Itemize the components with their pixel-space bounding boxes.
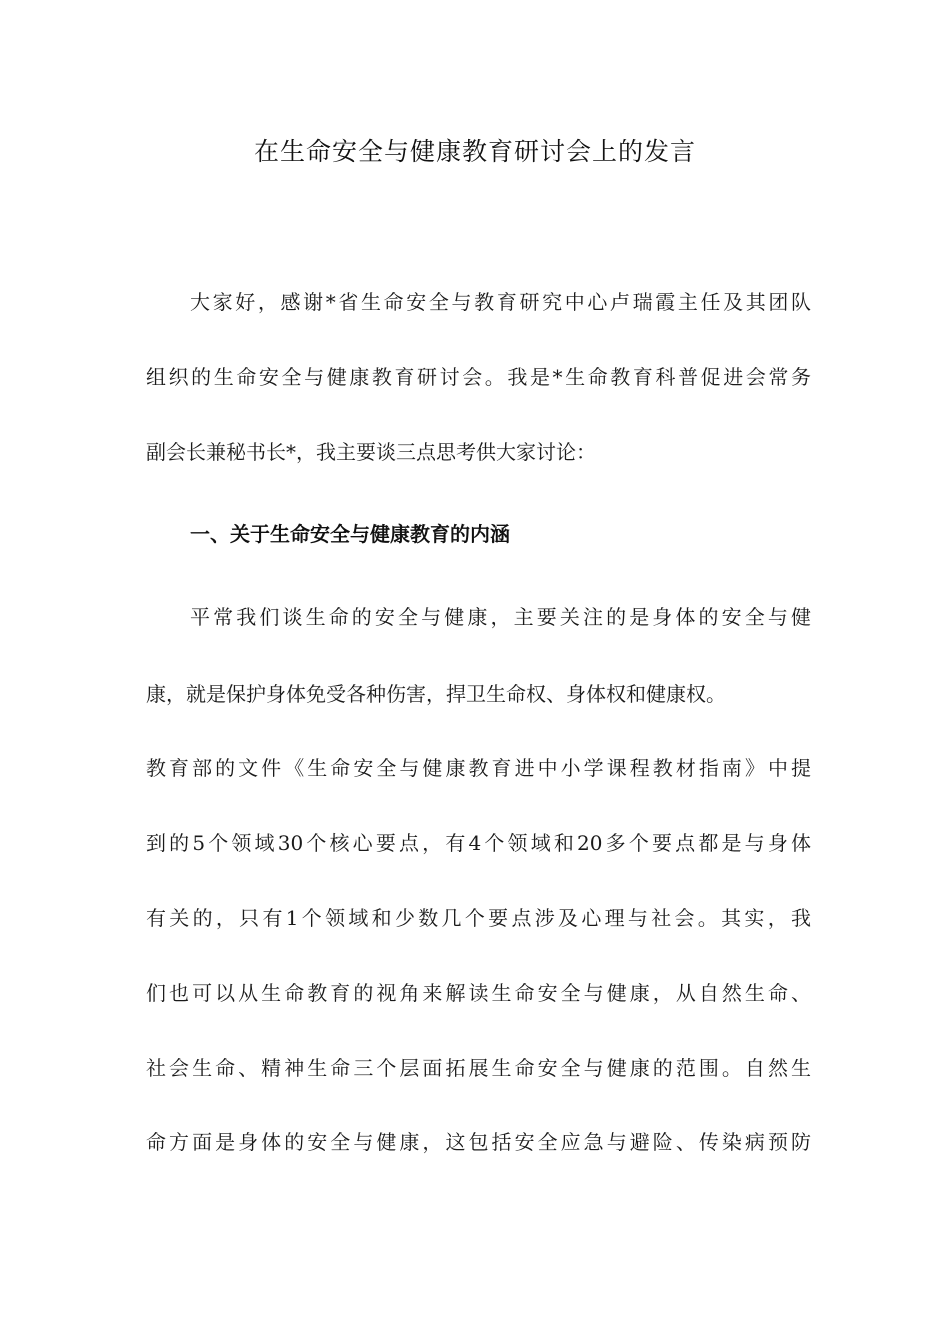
- paragraph-1-line-3: 副会长兼秘书长*，我主要谈三点思考供大家讨论：: [146, 440, 596, 464]
- section-heading-1: 一、关于生命安全与健康教育的内涵: [190, 522, 510, 546]
- paragraph-1-line-2: 组织的生命安全与健康教育研讨会。我是*生命教育科普促进会常务: [146, 365, 811, 389]
- paragraph-1-line-1: 大家好，感谢*省生命安全与教育研究中心卢瑞霞主任及其团队: [190, 290, 811, 314]
- paragraph-2-line-1: 平常我们谈生命的安全与健康，主要关注的是身体的安全与健: [190, 605, 811, 629]
- paragraph-2-line-7: 社会生命、精神生命三个层面拓展生命安全与健康的范围。自然生: [146, 1056, 811, 1080]
- paragraph-2-line-2: 康，就是保护身体免受各种伤害，捍卫生命权、身体权和健康权。: [146, 682, 726, 706]
- paragraph-2-line-8: 命方面是身体的安全与健康，这包括安全应急与避险、传染病预防: [146, 1130, 811, 1154]
- paragraph-2-line-3: 教育部的文件《生命安全与健康教育进中小学课程教材指南》中提: [146, 756, 811, 780]
- paragraph-2-line-6: 们也可以从生命教育的视角来解读生命安全与健康，从自然生命、: [146, 981, 811, 1005]
- paragraph-2-line-4: 到的5个领域30个核心要点，有4个领域和20多个要点都是与身体: [146, 831, 811, 855]
- document-title: 在生命安全与健康教育研讨会上的发言: [253, 137, 696, 166]
- paragraph-2-line-5: 有关的，只有1个领域和少数几个要点涉及心理与社会。其实，我: [146, 906, 811, 930]
